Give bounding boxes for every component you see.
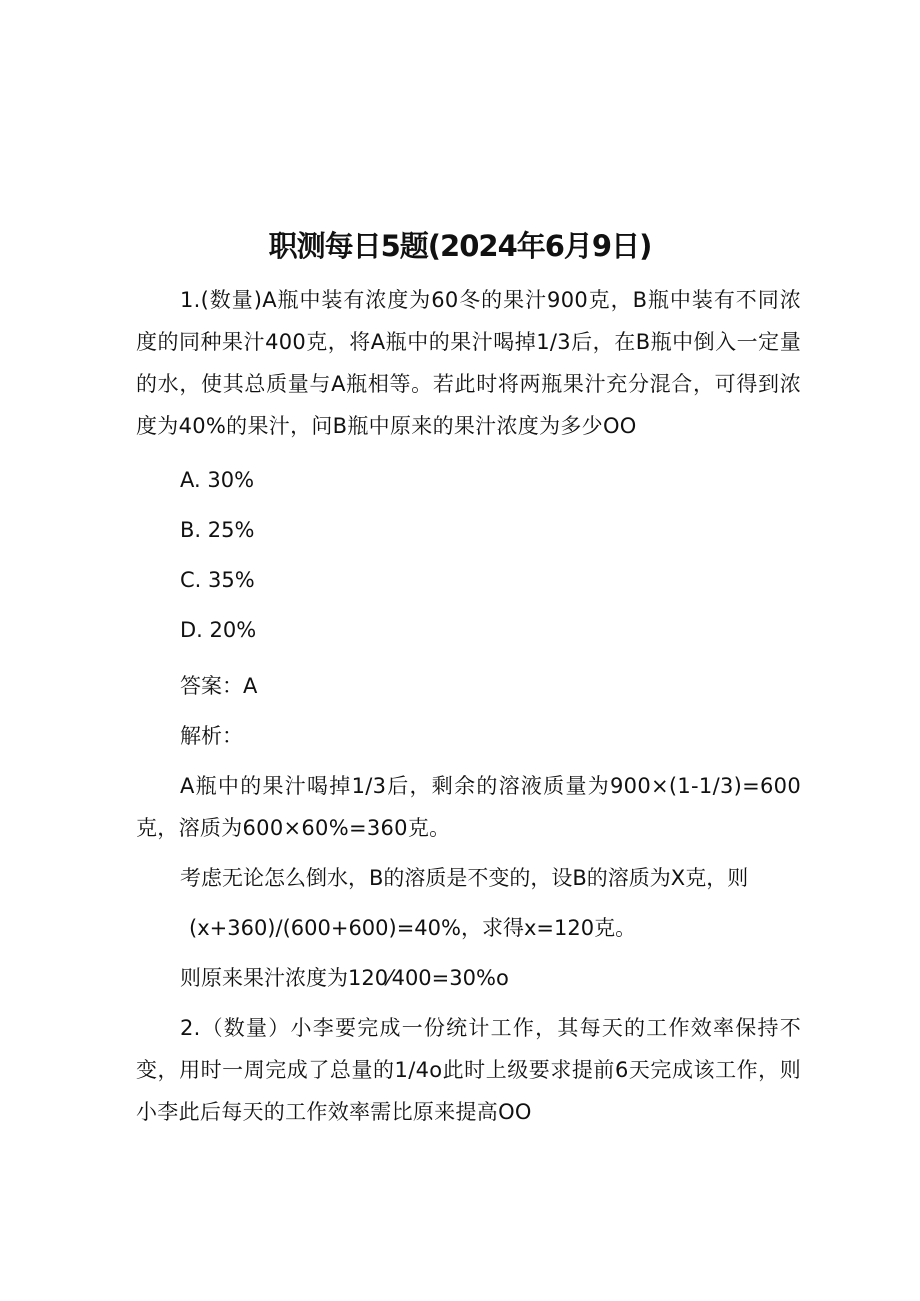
analysis-paragraph-1: A瓶中的果汁喝掉1/3后，剩余的溶液质量为900×(1-1/3)=600克，溶质为600×60%=360克。 bbox=[136, 774, 801, 840]
option-d: D. 20% bbox=[180, 618, 257, 642]
analysis-paragraph-3: (x+360)/(600+600)=40%，求得x=120克。 bbox=[189, 916, 637, 940]
question-2-stem: 2.（数量）小李要完成一份统计工作，其每天的工作效率保持不变，用时一周完成了总量的1/4o此时上级要求提前6天完成该工作，则小李此后每天的工作效率需比原来提高OO bbox=[136, 1016, 801, 1124]
analysis-paragraph-2: 考虑无论怎么倒水，B的溶质是不变的，设B的溶质为X克，则 bbox=[180, 866, 749, 890]
analysis-conclusion: 则原来果汁浓度为120⁄400=30%o bbox=[180, 966, 509, 990]
option-a: A. 30% bbox=[180, 468, 255, 492]
analysis-label: 解析： bbox=[180, 724, 243, 748]
option-c: C. 35% bbox=[180, 568, 255, 592]
option-b: B. 25% bbox=[180, 518, 255, 542]
page-title: 职测每日5题(2024年6月9日) bbox=[268, 229, 652, 263]
question-1-stem: 1.(数量)A瓶中装有浓度为60冬的果汁900克，B瓶中装有不同浓度的同种果汁400克，将A瓶中的果汁喝掉1/3后，在B瓶中倒入一定量的水，使其总质量与A瓶相等。若此时将两瓶果汁充分混合，可得到浓度为40%的果汁，问B瓶中原来的果汁浓度为多少OO bbox=[136, 288, 801, 438]
answer-line: 答案：A bbox=[180, 674, 258, 698]
